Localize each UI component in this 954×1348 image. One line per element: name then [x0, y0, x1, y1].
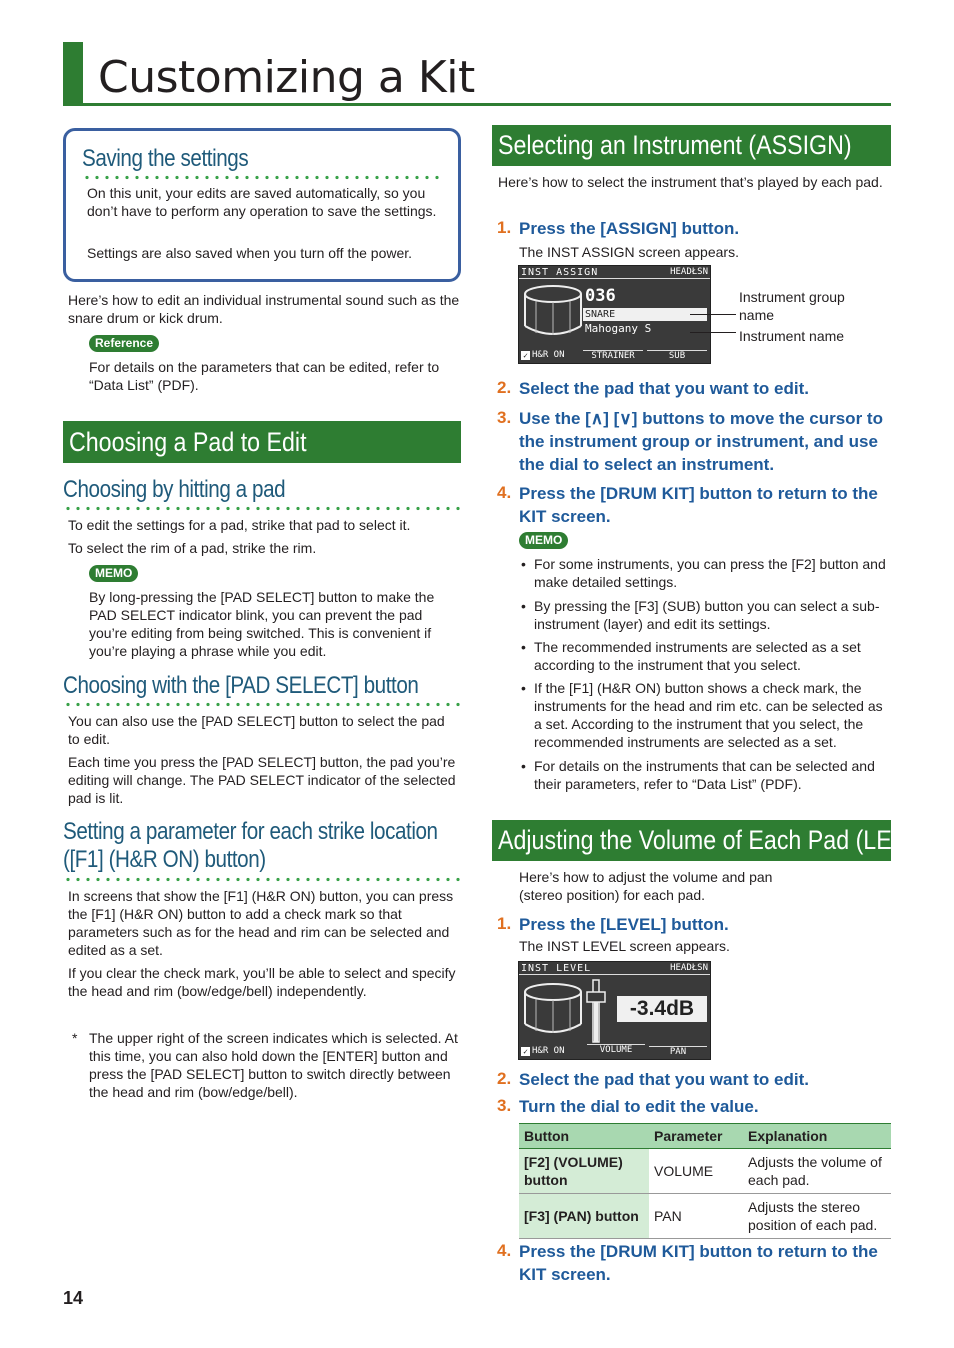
level-step-1: Press the [LEVEL] button.: [519, 915, 729, 934]
title-accent-bar: [63, 42, 83, 105]
parameter-table: [519, 1123, 891, 1239]
bullet-mark: •: [521, 556, 526, 572]
table-cell: Adjusts the volume of each pad.: [743, 1149, 891, 1194]
strike-heading-line1: Setting a parameter for each strike location: [63, 818, 438, 845]
memo-bullet: For details on the instruments that can be selected and their parameters, refer to “Data List” (PDF).: [534, 758, 875, 792]
f3-label: SUB: [647, 350, 707, 361]
page-title: Customizing a Kit: [98, 52, 475, 103]
level-step-4: Press the [DRUM KIT] button to return to the KIT screen.: [519, 1242, 878, 1284]
reference-text: For details on the parameters that can be edited, refer to “Data List” (PDF).: [89, 359, 440, 393]
level-value: -3.4dB: [617, 996, 707, 1022]
assign-step-1: Press the [ASSIGN] button.: [519, 219, 740, 238]
assign-step-2: Select the pad that you want to edit.: [519, 379, 809, 398]
page-number: 14: [63, 1288, 84, 1308]
note-asterisk: *: [72, 1030, 78, 1046]
saving-heading: Saving the settings: [82, 145, 249, 172]
padselect-heading: Choosing with the [PAD SELECT] button: [63, 672, 419, 699]
table-row: [519, 1149, 891, 1194]
reference-badge: Reference: [89, 335, 159, 352]
dotted-divider: [63, 506, 461, 511]
f3-label: PAN: [649, 1046, 707, 1057]
step-number: 1.: [497, 218, 512, 237]
memo-badge: MEMO: [89, 565, 138, 582]
assign-intro: Here’s how to select the instrument that’s played by each pad.: [498, 174, 883, 190]
drum-icon: [522, 982, 584, 1038]
section-band-level: Adjusting the Volume of Each Pad (LEVEL): [492, 820, 891, 861]
level-step-1-sub: The INST LEVEL screen appears.: [519, 938, 730, 954]
step-number: 3.: [497, 1096, 512, 1115]
hitting-text-2: To select the rim of a pad, strike the rim.: [68, 540, 317, 556]
hitting-memo-text: By long-pressing the [PAD SELECT] button to make the PAD SELECT indicator blink, you can prevent the pad you’re editing from being switched. This is convenient if you’re playing a phrase while you edit.: [89, 589, 435, 659]
assign-step-1-sub: The INST ASSIGN screen appears.: [519, 244, 739, 260]
bullet-mark: •: [521, 639, 526, 655]
strike-text-1: In screens that show the [F1] (H&R ON) button, you can press the [F1] (H&R ON) button to add a check mark so that parameters such as for the head and rim can be selected and edited as a set.: [68, 888, 454, 958]
intro-text: Here’s how to edit an individual instrumental sound such as the snare drum or kick drum.: [68, 292, 460, 326]
callout-line: [690, 332, 736, 333]
memo-bullet: By pressing the [F3] (SUB) button you can select a sub-instrument (layer) and edit its settings.: [534, 598, 880, 632]
hitting-heading: Choosing by hitting a pad: [63, 476, 286, 503]
memo-bullet: The recommended instruments are selected as a set according to the instrument that you select.: [534, 639, 861, 673]
level-intro: Here’s how to adjust the volume and pan (stereo position) for each pad.: [519, 869, 773, 903]
padselect-text-1: You can also use the [PAD SELECT] button to select the pad to edit.: [68, 713, 445, 747]
padselect-text-2: Each time you press the [PAD SELECT] button, the pad you’re editing will change. The PAD SELECT indicator of the selected pad is lit.: [68, 754, 456, 806]
inst-name: Mahogany S: [585, 322, 652, 335]
memo-bullet: If the [F1] (H&R ON) button shows a check mark, the instruments for the head and rim etc. can be selected as a set. According to the instrument that you select, the recommended instruments are selected as a set.: [534, 680, 883, 750]
dotted-divider: [63, 877, 461, 882]
screen-title: INST ASSIGN: [521, 267, 599, 278]
inst-number: 036: [585, 286, 616, 306]
dotted-divider: [82, 175, 442, 180]
step-number: 2.: [497, 1069, 512, 1088]
assign-step-4: Press the [DRUM KIT] button to return to the KIT screen.: [519, 484, 878, 526]
strike-heading-line2: ([F1] (H&R ON) button): [63, 846, 266, 873]
table-cell: VOLUME: [649, 1149, 743, 1194]
f1-label: H&R ON: [532, 1046, 565, 1056]
screen-corner: HEADŁSN: [670, 267, 708, 277]
inst-assign-screen: [518, 265, 711, 364]
inst-group: SNARE: [583, 308, 707, 321]
f2-label: VOLUME: [587, 1044, 645, 1055]
table-row: [519, 1194, 891, 1239]
memo-badge: MEMO: [519, 532, 568, 549]
inst-level-screen: [518, 961, 711, 1060]
strike-note: The upper right of the screen indicates which is selected. At this time, you can also hold down the [ENTER] button and press the [PAD SELECT] button to switch directly between the head and rim (bow/edge/bell).: [89, 1030, 458, 1100]
dotted-divider: [63, 702, 461, 707]
screen-title: INST LEVEL: [521, 963, 592, 974]
table-header-row: [519, 1124, 891, 1149]
memo-bullet: For some instruments, you can press the [F2] button and make detailed settings.: [534, 556, 886, 590]
table-header: Button: [519, 1124, 649, 1149]
callout-group: Instrument group name: [739, 289, 845, 323]
callout-line: [690, 314, 736, 315]
section-band-choosing-pad: Choosing a Pad to Edit: [63, 421, 461, 463]
title-rule: [63, 103, 891, 106]
drum-icon: [522, 284, 584, 340]
table-header: Parameter: [649, 1124, 743, 1149]
bullet-mark: •: [521, 680, 526, 696]
step-number: 4.: [497, 483, 512, 502]
step-number: 1.: [497, 914, 512, 933]
hitting-text-1: To edit the settings for a pad, strike that pad to select it.: [68, 517, 411, 533]
bullet-mark: •: [521, 758, 526, 774]
level-step-3: Turn the dial to edit the value.: [519, 1097, 759, 1116]
screen-corner: HEADŁSN: [670, 963, 708, 973]
section-band-assign: Selecting an Instrument (ASSIGN): [492, 125, 891, 166]
table-cell: [F3] (PAN) button: [519, 1194, 649, 1239]
table-cell: [F2] (VOLUME) button: [519, 1149, 649, 1194]
step-number: 4.: [497, 1241, 512, 1260]
table-cell: Adjusts the stereo position of each pad.: [743, 1194, 891, 1239]
f1-label: H&R ON: [532, 350, 565, 360]
step-number: 2.: [497, 378, 512, 397]
assign-step-3: Use the [∧] [∨] buttons to move the cursor to the instrument group or instrument, and use the dial to select an instrument.: [519, 409, 883, 474]
step-number: 3.: [497, 408, 512, 427]
saving-text-1: On this unit, your edits are saved automatically, so you don’t have to perform any operation to save the settings.: [87, 185, 437, 219]
check-icon: ✓: [521, 1047, 530, 1056]
saving-text-2: Settings are also saved when you turn off the power.: [87, 245, 413, 261]
check-icon: ✓: [521, 351, 530, 360]
f2-label: STRAINER: [583, 350, 643, 361]
callout-name: Instrument name: [739, 328, 845, 344]
table-cell: PAN: [649, 1194, 743, 1239]
level-step-2: Select the pad that you want to edit.: [519, 1070, 809, 1089]
table-header: Explanation: [743, 1124, 891, 1149]
bullet-mark: •: [521, 598, 526, 614]
fader-icon: [586, 978, 606, 1044]
strike-text-2: If you clear the check mark, you’ll be able to select and specify the head and rim (bow/edge/bell) independently.: [68, 965, 456, 999]
